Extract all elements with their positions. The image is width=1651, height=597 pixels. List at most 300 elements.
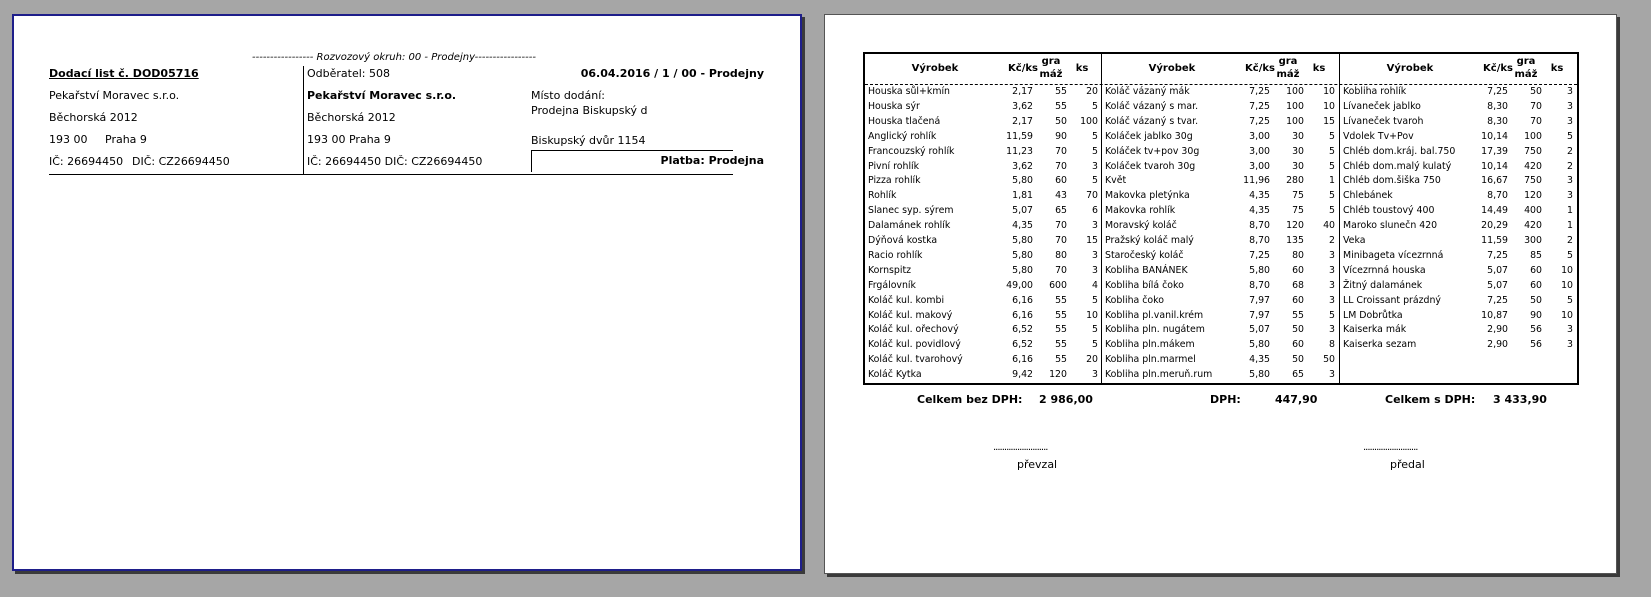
item-weight: 55 xyxy=(1292,309,1304,321)
item-price: 49,00 xyxy=(1006,279,1033,291)
table-row xyxy=(865,114,1101,129)
item-weight: 55 xyxy=(1055,354,1067,366)
item-price: 17,39 xyxy=(1481,145,1508,157)
item-name: Chléb dom.kráj. bal.750 xyxy=(1343,145,1456,157)
item-weight: 50 xyxy=(1055,115,1067,127)
table-row xyxy=(1102,218,1338,233)
column-divider xyxy=(303,66,304,174)
item-name: Houska sůl+kmín xyxy=(868,86,950,97)
item-qty: 10 xyxy=(1323,100,1335,112)
doc-info: 06.04.2016 / 1 / 00 - Prodejny xyxy=(580,67,764,80)
supplier-street: Běchorská 2012 xyxy=(49,111,138,124)
header-weight-bottom: máž xyxy=(1514,69,1538,80)
item-weight: 55 xyxy=(1055,86,1067,97)
table-row xyxy=(1102,293,1338,308)
item-price: 7,25 xyxy=(1249,249,1270,261)
table-row xyxy=(1102,114,1338,129)
table-row xyxy=(865,248,1101,263)
item-weight: 50 xyxy=(1530,294,1542,306)
items-table xyxy=(863,52,1579,385)
supplier-city: Praha 9 xyxy=(105,133,147,146)
item-weight: 70 xyxy=(1530,115,1542,127)
item-price: 5,07 xyxy=(1487,264,1508,276)
item-qty: 3 xyxy=(1329,324,1335,336)
payment-method: Platba: Prodejna xyxy=(660,154,764,167)
header-product: Výrobek xyxy=(911,63,959,74)
item-name: LM Dobrůtka xyxy=(1343,309,1403,321)
header-weight-top: gra xyxy=(1516,56,1536,67)
item-qty: 5 xyxy=(1092,100,1098,112)
item-price: 10,14 xyxy=(1481,160,1508,172)
table-row xyxy=(865,84,1101,99)
table-row xyxy=(865,129,1101,144)
item-name: Žitný dalamánek xyxy=(1343,279,1423,291)
item-price: 4,35 xyxy=(1249,190,1270,202)
item-name: Anglický rohlík xyxy=(868,130,937,142)
item-price: 7,25 xyxy=(1249,86,1270,97)
table-row xyxy=(1102,367,1338,382)
item-price: 5,07 xyxy=(1487,279,1508,291)
item-weight: 100 xyxy=(1286,100,1304,112)
item-weight: 60 xyxy=(1292,294,1304,306)
item-qty: 15 xyxy=(1323,115,1335,127)
item-weight: 60 xyxy=(1530,279,1542,291)
header-product: Výrobek xyxy=(1386,63,1434,74)
item-price: 4,35 xyxy=(1249,354,1270,366)
header-qty: ks xyxy=(1550,63,1564,74)
item-qty: 3 xyxy=(1567,324,1573,336)
item-price: 14,49 xyxy=(1481,205,1508,217)
item-name: Staročeský koláč xyxy=(1105,249,1184,261)
header-weight-top: gra xyxy=(1041,56,1061,67)
item-weight: 60 xyxy=(1055,175,1067,187)
item-weight: 600 xyxy=(1049,279,1067,291)
table-row xyxy=(1340,308,1576,323)
item-weight: 70 xyxy=(1055,235,1067,246)
item-weight: 280 xyxy=(1286,175,1304,187)
item-name: Moravský koláč xyxy=(1105,220,1177,232)
item-weight: 43 xyxy=(1055,190,1067,202)
item-name: Kobliha rohlík xyxy=(1343,86,1407,97)
table-row xyxy=(1340,263,1576,278)
item-qty: 3 xyxy=(1567,115,1573,127)
item-name: Minibageta vícezrnná xyxy=(1343,249,1444,261)
table-row xyxy=(1102,159,1338,174)
item-price: 10,87 xyxy=(1481,309,1508,321)
item-weight: 750 xyxy=(1524,175,1542,187)
item-weight: 68 xyxy=(1292,279,1304,291)
item-weight: 70 xyxy=(1055,264,1067,276)
item-price: 7,25 xyxy=(1487,249,1508,261)
item-name: Lívaneček tvaroh xyxy=(1343,115,1424,127)
item-weight: 55 xyxy=(1055,100,1067,112)
item-weight: 120 xyxy=(1524,190,1542,202)
item-qty: 1 xyxy=(1567,220,1573,232)
table-row xyxy=(1102,248,1338,263)
item-name: Vdolek Tv+Pov xyxy=(1343,130,1414,142)
route-line: ----------------- Rozvozový okruh: 00 - Prodejny----------------- xyxy=(252,52,536,63)
item-weight: 75 xyxy=(1292,190,1304,202)
item-qty: 3 xyxy=(1092,369,1098,381)
item-qty: 10 xyxy=(1561,279,1573,291)
item-qty: 70 xyxy=(1086,190,1098,202)
vat-value: 447,90 xyxy=(1275,393,1318,406)
item-weight: 135 xyxy=(1286,235,1304,246)
item-name: Koláč kul. povidlový xyxy=(868,339,961,351)
item-qty: 5 xyxy=(1092,130,1098,142)
supplier-dic: DIČ: CZ26694450 xyxy=(132,155,230,168)
item-price: 3,00 xyxy=(1249,160,1270,172)
item-weight: 55 xyxy=(1055,294,1067,306)
item-name: Kobliha BANÁNEK xyxy=(1105,264,1188,276)
table-row xyxy=(1340,99,1576,114)
table-row xyxy=(865,144,1101,159)
item-weight: 420 xyxy=(1524,160,1542,172)
item-qty: 3 xyxy=(1567,339,1573,351)
item-name: Vícezrnná houska xyxy=(1343,264,1426,276)
table-row xyxy=(1102,233,1338,248)
item-qty: 3 xyxy=(1567,86,1573,97)
table-row xyxy=(865,233,1101,248)
supplier-name: Pekařství Moravec s.r.o. xyxy=(49,89,180,102)
item-weight: 100 xyxy=(1524,130,1542,142)
item-qty: 3 xyxy=(1567,175,1573,187)
item-qty: 5 xyxy=(1567,249,1573,261)
item-price: 7,97 xyxy=(1249,309,1270,321)
item-price: 20,29 xyxy=(1481,220,1508,232)
item-price: 6,16 xyxy=(1012,354,1033,366)
item-weight: 70 xyxy=(1055,220,1067,232)
item-qty: 20 xyxy=(1086,354,1098,366)
item-name: Rohlík xyxy=(868,190,897,202)
item-qty: 5 xyxy=(1329,145,1335,157)
item-name: Dalamánek rohlík xyxy=(868,220,951,232)
item-weight: 56 xyxy=(1530,324,1542,336)
item-qty: 3 xyxy=(1567,100,1573,112)
item-name: Koláček jablko 30g xyxy=(1105,130,1193,142)
item-price: 6,16 xyxy=(1012,294,1033,306)
item-name: Francouzský rohlík xyxy=(868,145,955,157)
header-price: Kč/ks xyxy=(1483,63,1513,74)
item-qty: 3 xyxy=(1329,369,1335,381)
item-name: Koláč vázaný mák xyxy=(1105,86,1190,97)
item-price: 16,67 xyxy=(1481,175,1508,187)
item-name: Makovka pletýnka xyxy=(1105,190,1190,202)
item-name: Koláč Kytka xyxy=(868,369,922,381)
payment-left-line xyxy=(531,150,532,172)
item-qty: 5 xyxy=(1329,309,1335,321)
table-row xyxy=(865,159,1101,174)
item-qty: 8 xyxy=(1329,339,1335,351)
item-price: 5,80 xyxy=(1012,235,1033,246)
table-row xyxy=(1102,173,1338,188)
table-row xyxy=(865,322,1101,337)
table-row xyxy=(1340,233,1576,248)
item-price: 2,90 xyxy=(1487,324,1508,336)
item-qty: 2 xyxy=(1567,145,1573,157)
payment-top-line xyxy=(531,150,733,151)
delivery-note-page-1 xyxy=(12,14,802,571)
item-weight: 400 xyxy=(1524,205,1542,217)
item-qty: 3 xyxy=(1092,160,1098,172)
item-qty: 50 xyxy=(1323,354,1335,366)
total-gross-value: 3 433,90 xyxy=(1493,393,1547,406)
item-qty: 10 xyxy=(1561,264,1573,276)
item-price: 11,96 xyxy=(1243,175,1270,187)
item-qty: 5 xyxy=(1092,294,1098,306)
item-price: 8,70 xyxy=(1487,190,1508,202)
item-price: 11,23 xyxy=(1006,145,1033,157)
item-price: 3,00 xyxy=(1249,145,1270,157)
item-qty: 3 xyxy=(1329,264,1335,276)
item-qty: 6 xyxy=(1092,205,1098,217)
item-name: Makovka rohlík xyxy=(1105,205,1176,217)
item-qty: 3 xyxy=(1092,264,1098,276)
table-row xyxy=(865,337,1101,352)
item-price: 6,52 xyxy=(1012,324,1033,336)
table-row xyxy=(1340,218,1576,233)
item-price: 5,07 xyxy=(1249,324,1270,336)
item-price: 8,30 xyxy=(1487,100,1508,112)
item-qty: 1 xyxy=(1567,205,1573,217)
header-weight-bottom: máž xyxy=(1276,69,1300,80)
item-qty: 5 xyxy=(1329,190,1335,202)
item-weight: 60 xyxy=(1292,339,1304,351)
item-name: Květ xyxy=(1105,175,1127,187)
table-row xyxy=(865,99,1101,114)
item-weight: 90 xyxy=(1530,309,1542,321)
table-row xyxy=(1340,293,1576,308)
item-weight: 50 xyxy=(1292,354,1304,366)
item-price: 5,80 xyxy=(1012,264,1033,276)
item-qty: 3 xyxy=(1329,279,1335,291)
table-row xyxy=(1102,129,1338,144)
item-qty: 40 xyxy=(1323,220,1335,232)
item-name: Koláč kul. ořechový xyxy=(868,324,959,336)
item-qty: 10 xyxy=(1561,309,1573,321)
table-row xyxy=(865,188,1101,203)
item-name: Houska tlačená xyxy=(868,115,941,127)
item-qty: 2 xyxy=(1567,235,1573,246)
signature-handed-label: předal xyxy=(1390,458,1425,471)
item-qty: 5 xyxy=(1567,294,1573,306)
item-qty: 10 xyxy=(1323,86,1335,97)
vat-label: DPH: xyxy=(1210,393,1241,406)
item-name: Pizza rohlík xyxy=(868,175,921,187)
delivery-label: Místo dodání: xyxy=(531,89,605,102)
table-row xyxy=(865,218,1101,233)
item-price: 7,25 xyxy=(1487,294,1508,306)
item-name: Kaiserka mák xyxy=(1343,324,1407,336)
table-row xyxy=(1102,352,1338,367)
item-weight: 750 xyxy=(1524,145,1542,157)
table-row xyxy=(1102,278,1338,293)
item-price: 6,16 xyxy=(1012,309,1033,321)
table-row xyxy=(865,367,1101,382)
item-weight: 30 xyxy=(1292,130,1304,142)
item-name: Dýňová kostka xyxy=(868,235,938,246)
item-name: Lívaneček jablko xyxy=(1343,100,1421,112)
item-name: Koláček tv+pov 30g xyxy=(1105,145,1200,157)
item-name: Kornspitz xyxy=(868,264,912,276)
total-net-value: 2 986,00 xyxy=(1039,393,1093,406)
item-weight: 120 xyxy=(1286,220,1304,232)
item-weight: 30 xyxy=(1292,145,1304,157)
item-qty: 3 xyxy=(1329,294,1335,306)
table-row xyxy=(1340,84,1576,99)
item-weight: 60 xyxy=(1530,264,1542,276)
table-row xyxy=(1102,337,1338,352)
header-price: Kč/ks xyxy=(1245,63,1275,74)
item-qty: 3 xyxy=(1567,190,1573,202)
item-qty: 5 xyxy=(1092,175,1098,187)
table-row xyxy=(1102,322,1338,337)
table-row xyxy=(1102,263,1338,278)
table-row xyxy=(1340,188,1576,203)
table-row xyxy=(1102,308,1338,323)
item-weight: 30 xyxy=(1292,160,1304,172)
item-price: 4,35 xyxy=(1012,220,1033,232)
signature-line-handed: ......................... xyxy=(1363,442,1418,453)
table-row xyxy=(1102,203,1338,218)
table-row xyxy=(1102,99,1338,114)
item-qty: 5 xyxy=(1092,339,1098,351)
item-name: Koláček tvaroh 30g xyxy=(1105,160,1196,172)
item-price: 3,62 xyxy=(1012,160,1033,172)
header-weight-bottom: máž xyxy=(1039,69,1063,80)
item-name: Koláč kul. makový xyxy=(868,309,953,321)
signature-line-received: ......................... xyxy=(993,442,1048,453)
table-row xyxy=(1340,173,1576,188)
item-weight: 70 xyxy=(1055,145,1067,157)
item-price: 7,25 xyxy=(1249,100,1270,112)
header-bottom-line xyxy=(49,174,733,175)
table-row xyxy=(1340,159,1576,174)
header-price: Kč/ks xyxy=(1008,63,1038,74)
item-weight: 80 xyxy=(1055,249,1067,261)
table-row xyxy=(1340,114,1576,129)
total-gross-label: Celkem s DPH: xyxy=(1385,393,1476,406)
item-weight: 56 xyxy=(1530,339,1542,351)
item-name: Pivní rohlík xyxy=(868,160,920,172)
item-weight: 65 xyxy=(1055,205,1067,217)
item-name: Kobliha pln. nugátem xyxy=(1105,324,1205,336)
customer-ids: IČ: 26694450 DIČ: CZ26694450 xyxy=(307,155,483,168)
header-qty: ks xyxy=(1312,63,1326,74)
item-name: Houska sýr xyxy=(868,100,920,112)
item-price: 5,80 xyxy=(1249,369,1270,381)
item-weight: 50 xyxy=(1292,324,1304,336)
item-price: 2,17 xyxy=(1012,115,1033,127)
delivery-name: Prodejna Biskupský d xyxy=(531,104,648,117)
item-price: 8,30 xyxy=(1487,115,1508,127)
item-name: Kobliha pln.meruň.rum xyxy=(1105,369,1213,381)
item-weight: 70 xyxy=(1530,100,1542,112)
item-name: Kobliha čoko xyxy=(1105,294,1164,306)
item-price: 5,80 xyxy=(1012,249,1033,261)
header-weight-top: gra xyxy=(1278,56,1298,67)
table-row xyxy=(865,173,1101,188)
table-row xyxy=(865,293,1101,308)
item-price: 11,59 xyxy=(1481,235,1508,246)
item-weight: 55 xyxy=(1055,324,1067,336)
item-qty: 5 xyxy=(1092,324,1098,336)
item-price: 5,07 xyxy=(1012,205,1033,217)
item-name: Kobliha pl.vanil.krém xyxy=(1105,309,1204,321)
item-price: 6,52 xyxy=(1012,339,1033,351)
item-name: Pražský koláč malý xyxy=(1105,235,1194,246)
item-weight: 80 xyxy=(1292,249,1304,261)
item-weight: 55 xyxy=(1055,309,1067,321)
item-qty: 5 xyxy=(1329,205,1335,217)
item-price: 10,14 xyxy=(1481,130,1508,142)
item-name: Racio rohlík xyxy=(868,249,923,261)
customer-label: Odběratel: 508 xyxy=(307,67,390,80)
table-row xyxy=(865,308,1101,323)
item-qty: 5 xyxy=(1329,130,1335,142)
item-qty: 2 xyxy=(1567,160,1573,172)
item-name: Koláč kul. tvarohový xyxy=(868,354,963,366)
supplier-ic: IČ: 26694450 xyxy=(49,155,124,168)
item-price: 2,17 xyxy=(1012,86,1033,97)
item-price: 7,25 xyxy=(1487,86,1508,97)
table-row xyxy=(1102,188,1338,203)
item-price: 3,00 xyxy=(1249,130,1270,142)
item-qty: 2 xyxy=(1329,235,1335,246)
table-row xyxy=(1340,203,1576,218)
item-name: Kobliha bílá čoko xyxy=(1105,279,1184,291)
item-weight: 65 xyxy=(1292,369,1304,381)
customer-street: Běchorská 2012 xyxy=(307,111,396,124)
item-name: Koláč vázaný s mar. xyxy=(1105,100,1199,112)
item-name: Chléb dom.šiška 750 xyxy=(1343,175,1441,187)
customer-name: Pekařství Moravec s.r.o. xyxy=(307,89,457,102)
item-qty: 10 xyxy=(1086,309,1098,321)
item-weight: 100 xyxy=(1286,86,1304,97)
item-name: LL Croissant prázdný xyxy=(1343,294,1441,306)
item-qty: 20 xyxy=(1086,86,1098,97)
delivery-address: Biskupský dvůr 1154 xyxy=(531,134,646,147)
item-price: 2,90 xyxy=(1487,339,1508,351)
item-name: Koláč kul. kombi xyxy=(868,294,945,306)
item-price: 7,97 xyxy=(1249,294,1270,306)
table-row xyxy=(1340,248,1576,263)
item-weight: 120 xyxy=(1049,369,1067,381)
table-row xyxy=(1102,84,1338,99)
item-name: Maroko slunečn 420 xyxy=(1343,220,1438,232)
item-price: 7,25 xyxy=(1249,115,1270,127)
item-weight: 90 xyxy=(1055,130,1067,142)
item-name: Chléb dom.malý kulatý xyxy=(1343,160,1452,172)
item-name: Chléb toustový 400 xyxy=(1343,205,1435,217)
item-price: 8,70 xyxy=(1249,279,1270,291)
item-price: 8,70 xyxy=(1249,220,1270,232)
item-weight: 300 xyxy=(1524,235,1542,246)
item-name: Slanec syp. sýrem xyxy=(868,205,954,217)
item-qty: 3 xyxy=(1329,249,1335,261)
item-qty: 5 xyxy=(1092,145,1098,157)
item-weight: 50 xyxy=(1530,86,1542,97)
item-weight: 55 xyxy=(1055,339,1067,351)
item-qty: 3 xyxy=(1092,249,1098,261)
item-weight: 70 xyxy=(1055,160,1067,172)
table-row xyxy=(865,352,1101,367)
item-qty: 100 xyxy=(1080,115,1098,127)
item-qty: 4 xyxy=(1092,279,1098,291)
signature-received-label: převzal xyxy=(1017,458,1058,471)
item-name: Veka xyxy=(1343,235,1366,246)
item-name: Kobliha pln.marmel xyxy=(1105,354,1196,366)
